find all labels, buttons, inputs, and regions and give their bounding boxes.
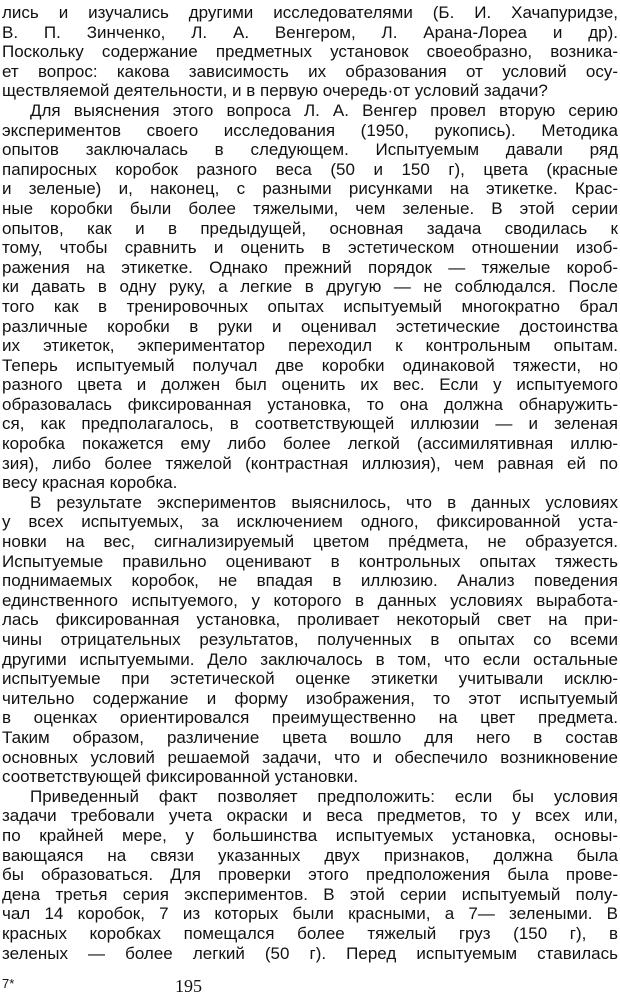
text-line: ет вопрос: какова зависимость их образования от условий осу- (2, 61, 618, 81)
text-line: дена третья серия экспериментов. В этой серии испытуемый полу- (2, 884, 618, 904)
text-line: чины отрицательных результатов, полученных в опытах со всеми (2, 630, 618, 649)
text-line: экспериментов своего исследования (1950, рукопись). Методика (2, 120, 618, 140)
text-line: ражения на этикетке. Однако прежний порядок — тяжелые короб- (2, 257, 618, 277)
text-line: Испытуемые правильно оценивают в контрольных опытах тяжесть (2, 551, 618, 571)
text-line: другими испытуемыми. Дело заключалось в том, что если остальные (2, 649, 618, 669)
text-line: задачи требовали учета окраски и веса предметов, то у всех или, (2, 806, 618, 826)
text-line: у всех испытуемых, за исключением одного, фиксированной уста- (2, 512, 618, 532)
text-line: чительно содержание и форму изображения, то этот испытуемый (2, 688, 618, 708)
text-line: разного цвета и должен был оценить их вес. Если у испытуемого (2, 375, 618, 395)
text-line: опытов заключалась в следующем. Испытуемым давали ряд (2, 140, 618, 160)
text-line: испытуемые при эстетической оценке этикетки учитывали исклю- (2, 669, 618, 689)
text-line: ки давать в одну руку, а легкие в другую — не соблюдался. После (2, 277, 618, 297)
text-line: Таким образом, различение цвета вошло для него в состав (2, 727, 618, 747)
text-line: новки на вес, сигнализируемый цветом прéдмета, не образуется. (2, 532, 618, 552)
text-line: Для выяснения этого вопроса Л. А. Венгер провел вторую серию (30, 100, 618, 120)
body-text (2, 3, 618, 963)
text-line: соответствующей фиксированной установки. (2, 767, 359, 787)
text-line: лась фиксированная установка, проливает некоторый свет на при- (2, 610, 618, 630)
text-line: того как в тренировочных опытах испытуемый многократно брал (2, 296, 618, 316)
text-line: зеленых — более легкий (50 г). Перед испытуемым ставилась (2, 943, 618, 963)
text-line: чал 14 коробок, 7 из которых были красными, а 7— зелеными. В (2, 904, 618, 924)
text-line: единственного испытуемого, у которого в данных условиях выработа- (2, 590, 618, 610)
text-line: весу красная коробка. (2, 473, 178, 493)
text-line: основных условий решаемой задачи, что и обеспечило возникновение (2, 747, 618, 767)
text-line: бы образоваться. Для проверки этого предположения была прове- (2, 865, 618, 885)
text-line: их этикеток, экпериментатор переходил к контрольным опытам. (2, 336, 618, 356)
text-line: Приведенный факт позволяет предположить: если бы условия (30, 786, 618, 806)
text-line: и зеленые) и, наконец, с разными рисунками на этикетке. Крас- (2, 179, 618, 199)
text-line: В. П. Зинченко, Л. А. Венгером, Л. Арана-Лореа и др). (2, 22, 618, 42)
text-line: вающаяся на связи указанных двух признаков, должна была (2, 845, 618, 865)
text-line: Поскольку содержание предметных установок своеобразно, возника- (2, 42, 618, 62)
text-line: по крайней мере, у большинства испытуемых установка, основы- (2, 825, 618, 845)
signature-mark: 7* (2, 976, 15, 991)
text-line: различные коробки в руки и оценивал эстетические достоинства (2, 316, 618, 336)
text-line: поднимаемых коробок, не впадая в иллюзию. Анализ поведения (2, 571, 618, 591)
page-footer (2, 976, 602, 998)
page-number: 195 (175, 976, 202, 996)
text-line: ные коробки были более тяжелыми, чем зеленые. В этой серии (2, 198, 618, 218)
text-line: В результате экспериментов выяснилось, что в данных условиях (30, 492, 618, 512)
text-line: образовалась фиксированная установка, то она должна обнаружить- (2, 394, 618, 414)
text-line: ся, как предполагалось, в соответствующей иллюзии — и зеленая (2, 414, 618, 434)
text-line: папиросных коробок разного веса (50 и 150 г), цвета (красные (2, 159, 618, 179)
text-line: коробка покажется ему либо более легкой (ассимилятивная иллю- (2, 434, 618, 454)
text-line: лись и изучались другими исследователями (Б. И. Хачапуридзе, (2, 3, 618, 22)
text-line: красных коробках помещался более тяжелый груз (150 г), в (2, 923, 618, 943)
text-line: опытов, как и в предыдущей, основная задача сводилась к (2, 218, 618, 238)
text-line: ществляемой деятельности, и в первую очередь·от условий задачи? (2, 81, 548, 101)
text-line: зия), либо более тяжелой (контрастная иллюзия), чем равная ей по (2, 453, 618, 473)
text-line: тому, чтобы сравнить и оценить в эстетическом отношении изоб- (2, 238, 618, 258)
text-line: Теперь испытуемый получал две коробки одинаковой тяжести, но (2, 355, 618, 375)
text-line: в оценках ориентировался преимущественно на цвет предмета. (2, 708, 618, 728)
